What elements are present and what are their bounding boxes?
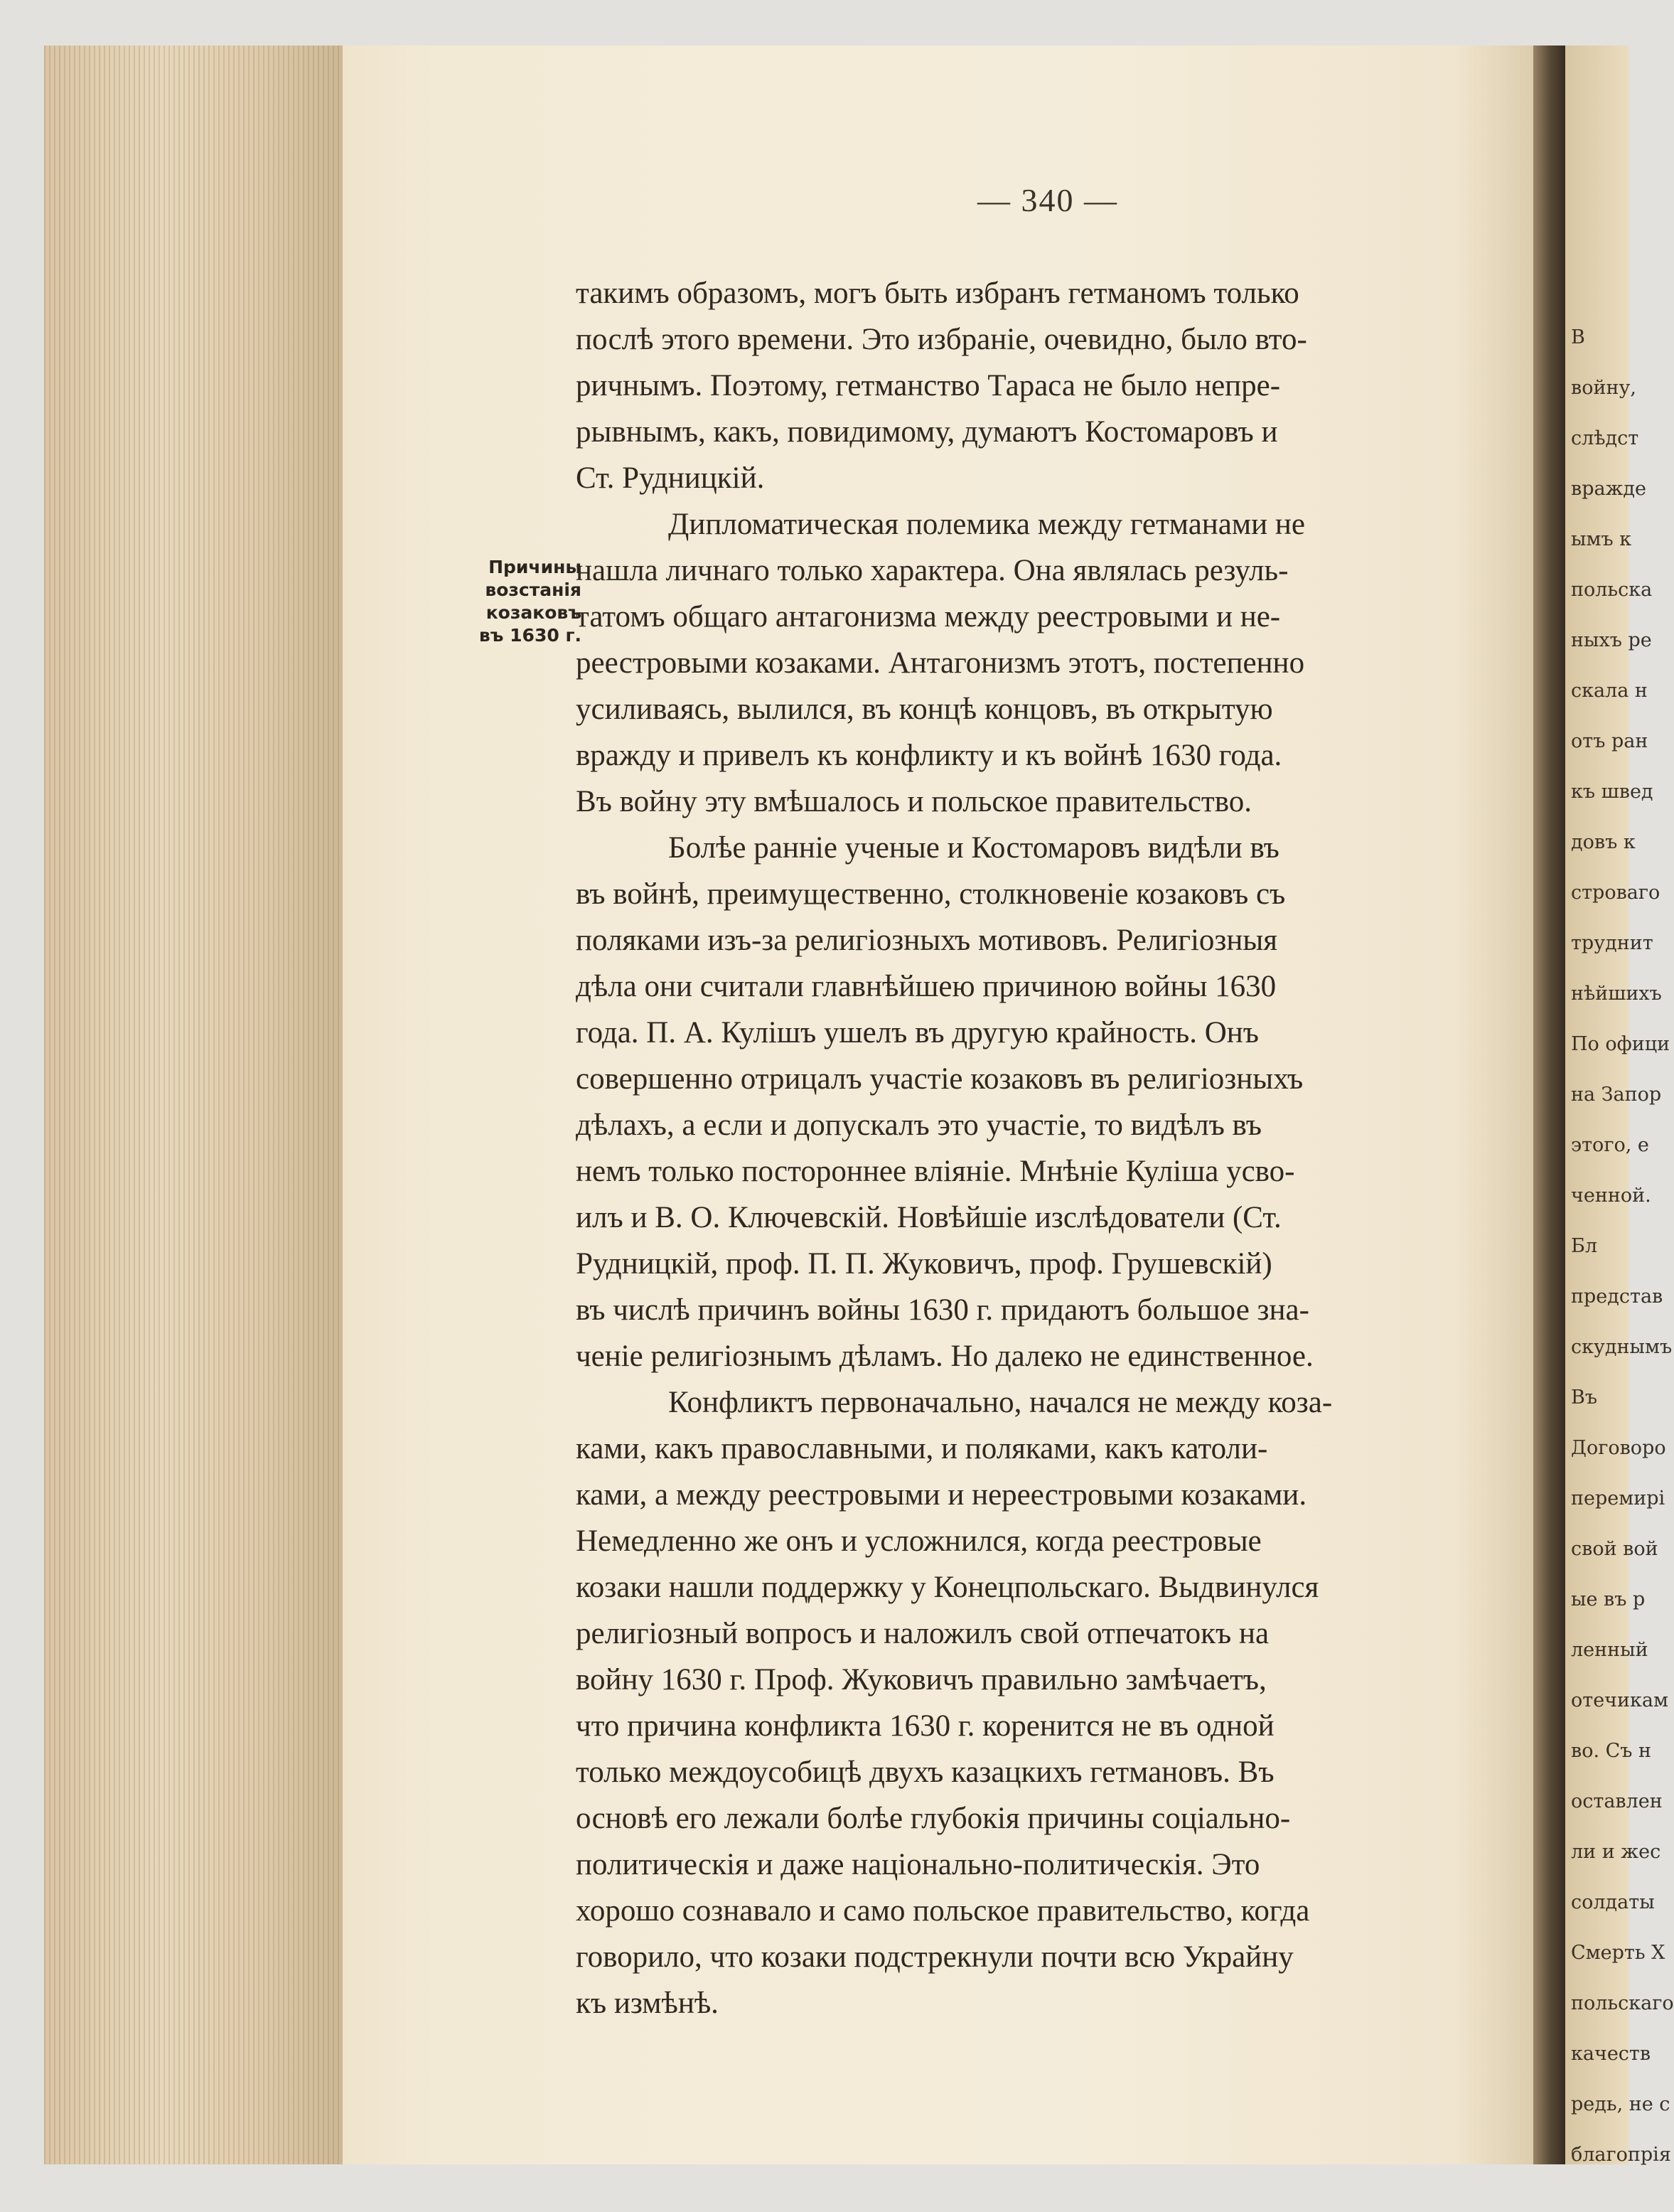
facing-page-line: качеств <box>1571 2043 1651 2065</box>
text-line: дѣлахъ, а если и допускалъ это участіе, то видѣлъ въ <box>576 1108 1262 1142</box>
facing-page-line: ые въ р <box>1571 1588 1646 1610</box>
text-line: религіозный вопросъ и наложилъ свой отпечатокъ на <box>576 1617 1270 1650</box>
text-line: поляками изъ-за религіозныхъ мотивовъ. Религіозныя <box>576 924 1278 957</box>
text-line: Немедленно же онъ и усложнился, когда реестровые <box>576 1524 1262 1558</box>
facing-page-line: ымъ к <box>1571 528 1632 550</box>
text-line: хорошо сознавало и само польское правительство, когда <box>576 1894 1310 1928</box>
text-line: татомъ общаго антагонизма между реестровыми и не- <box>576 600 1281 634</box>
facing-page-line: По офици <box>1571 1033 1670 1055</box>
text-line: только междоусобицѣ двухъ казацкихъ гетмановъ. Въ <box>576 1756 1275 1789</box>
margin-note <box>461 556 581 647</box>
facing-page-line: слѣдст <box>1571 427 1639 449</box>
facing-page-line: ли и жес <box>1571 1841 1661 1863</box>
facing-page-line: свой вой <box>1571 1538 1658 1560</box>
facing-page-line: Смерть Х <box>1571 1942 1665 1964</box>
text-line: основѣ его лежали болѣе глубокія причины соціально- <box>576 1802 1291 1835</box>
book-gutter <box>1533 46 1569 2164</box>
page-number: — 340 — <box>977 182 1118 218</box>
facing-page-line: польскаго <box>1571 1992 1674 2014</box>
text-line: усиливаясь, вылился, въ концѣ концовъ, въ открытую <box>576 693 1273 726</box>
facing-page-line: Бл <box>1571 1235 1597 1257</box>
text-line: Въ войну эту вмѣшалось и польское правительство. <box>576 785 1252 818</box>
facing-page-line: солдаты <box>1571 1891 1655 1913</box>
text-line: что причина конфликта 1630 г. коренится не въ одной <box>576 1709 1275 1743</box>
facing-page-line: скуднымъ <box>1571 1336 1673 1358</box>
text-line: ками, какъ православными, и поляками, какъ католи- <box>576 1432 1268 1465</box>
text-line: Болѣе ранніе ученые и Костомаровъ видѣли въ <box>668 831 1279 865</box>
text-line: говорило, что козаки подстрекнули почти всю Украйну <box>576 1940 1294 1974</box>
text-line: Конфликтъ первоначально, начался не между коза- <box>668 1386 1333 1419</box>
text-line: года. П. А. Кулішъ ушелъ въ другую крайность. Онъ <box>576 1016 1259 1049</box>
margin-note-line: козаковъ <box>485 602 581 623</box>
text-line: къ измѣнѣ. <box>576 1987 719 2020</box>
facing-page-line: вражде <box>1571 478 1647 500</box>
facing-page-line: представ <box>1571 1286 1663 1308</box>
facing-page-line: войну, <box>1571 377 1636 399</box>
facing-page-line: отъ ран <box>1571 730 1648 752</box>
text-line: ричнымъ. Поэтому, гетманство Тараса не было непре- <box>576 369 1281 402</box>
text-line: вражду и привелъ къ конфликту и къ войнѣ 1630 года. <box>576 739 1282 772</box>
facing-page-line: скала н <box>1571 680 1648 702</box>
facing-page-line: нѣйшихъ <box>1571 983 1662 1005</box>
facing-page-line: на Запор <box>1571 1084 1662 1106</box>
text-line: дѣла они считали главнѣйшею причиною войны 1630 <box>576 970 1277 1003</box>
book-page-edges <box>44 46 343 2164</box>
text-line: войну 1630 г. Проф. Жуковичъ правильно замѣчаетъ, <box>576 1663 1267 1697</box>
text-line: ками, а между реестровыми и нереестровыми козаками. <box>576 1478 1307 1512</box>
text-line: илъ и В. О. Ключевскій. Новѣйшіе изслѣдователи (Ст. <box>576 1201 1282 1234</box>
facing-page-line: редь, не с <box>1571 2093 1670 2115</box>
text-line: Дипломатическая полемика между гетманами не <box>668 508 1305 541</box>
text-line: рывнымъ, какъ, повидимому, думаютъ Костомаровъ и <box>576 415 1278 449</box>
facing-page-line: ныхъ ре <box>1571 629 1652 651</box>
text-line: политическія и даже національно-политическія. Это <box>576 1848 1260 1881</box>
facing-page-fragment <box>1565 46 1674 2166</box>
margin-note-line: возстанія <box>485 579 581 600</box>
text-line: послѣ этого времени. Это избраніе, очевидно, было вто- <box>576 323 1307 356</box>
facing-page-line: польска <box>1571 579 1653 601</box>
facing-page-line: благопрія <box>1571 2144 1671 2166</box>
facing-page-line: къ швед <box>1571 781 1653 803</box>
text-line: немъ только постороннее вліяніе. Мнѣніе Куліша усво- <box>576 1155 1295 1188</box>
facing-page-line: ченной. <box>1571 1185 1651 1207</box>
facing-page-line: труднит <box>1571 932 1653 954</box>
facing-page-line: строваго <box>1571 882 1660 904</box>
facing-page-line: оставлен <box>1571 1790 1663 1812</box>
text-line: нашла личнаго только характера. Она являлась резуль- <box>576 554 1289 587</box>
facing-page-line: Въ <box>1571 1386 1598 1409</box>
facing-page-line: этого, е <box>1571 1134 1649 1156</box>
text-line: такимъ образомъ, могъ быть избранъ гетманомъ только <box>576 277 1299 310</box>
facing-page-line: отечикам <box>1571 1689 1668 1711</box>
margin-note-line: Причины <box>488 557 581 577</box>
text-line: реестровыми козаками. Антагонизмъ этотъ, постепенно <box>576 646 1305 680</box>
facing-page-line: В <box>1571 326 1585 348</box>
text-line: Рудницкій, проф. П. П. Жуковичъ, проф. Грушевскій) <box>576 1247 1272 1281</box>
text-line: козаки нашли поддержку у Конецпольскаго. Выдвинулся <box>576 1571 1319 1604</box>
facing-page-line: перемирі <box>1571 1487 1665 1510</box>
facing-page-line: во. Съ н <box>1571 1740 1652 1762</box>
facing-page-line: ленный <box>1571 1639 1648 1661</box>
margin-note-line: въ 1630 г. <box>478 625 581 646</box>
text-line: ченіе религіознымъ дѣламъ. Но далеко не единственное. <box>576 1340 1314 1373</box>
text-line: совершенно отрицалъ участіе козаковъ въ религіозныхъ <box>576 1062 1304 1096</box>
facing-page-line: довъ к <box>1571 831 1636 853</box>
text-line: Ст. Рудницкій. <box>576 461 765 495</box>
facing-page-line: Договоро <box>1571 1437 1666 1459</box>
text-line: въ войнѣ, преимущественно, столкновеніе козаковъ съ <box>576 877 1286 911</box>
body-text <box>576 270 1507 2026</box>
text-line: въ числѣ причинъ войны 1630 г. придаютъ большое зна- <box>576 1293 1309 1327</box>
